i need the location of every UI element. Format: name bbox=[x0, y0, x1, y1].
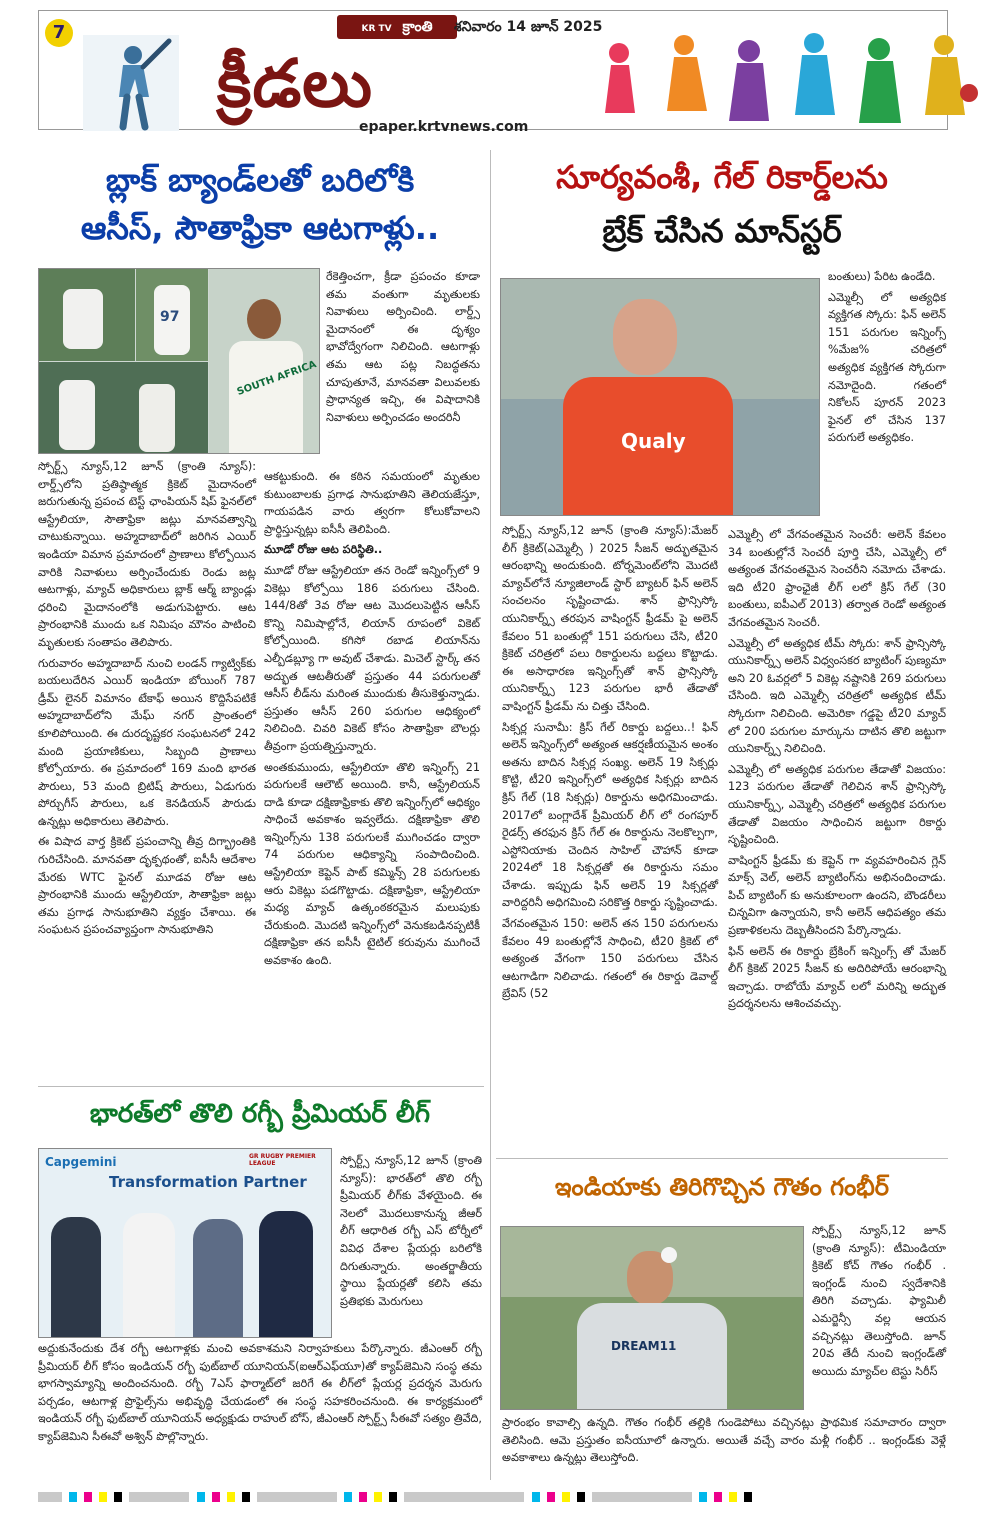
section-title: క్రీడలు bbox=[217, 45, 373, 122]
story1-subheading: మూడో రోజు ఆట పరిస్థితి.. bbox=[264, 543, 383, 557]
story2-headline-line1: సూర్యవంశీ, గేల్ రికార్డ్‌లను bbox=[556, 158, 888, 196]
story4-shirt-text: DREAM11 bbox=[611, 1339, 677, 1353]
story2-headline bbox=[496, 150, 948, 258]
story3-photo bbox=[38, 1148, 332, 1338]
story1-column-mid bbox=[264, 468, 480, 973]
story1-headline bbox=[40, 156, 480, 252]
story3-league-badge: GR RUGBY PREMIER LEAGUE bbox=[249, 1153, 316, 1167]
story3-banner-text: Transformation Partner bbox=[109, 1173, 307, 1191]
page-number-badge: 7 bbox=[45, 19, 73, 47]
story3-text-right: స్పోర్ట్స్ న్యూస్,12 జూన్ (క్రాంతి న్యూస్): భారత్‌లో తొలి రగ్బీ ప్రీమియర్ లీగ్‌కు వేళయైంది. ఈ నెలలో మొదలుకానున్న జీఆర్ లీగ్ ఆధారిత రగ్బీ ఎస్ టోర్నీలో వివిధ దేశాల ప్లేయర్లు బరిలోకి దిగుతున్నారు. అంతర్జాతీయ స్థాయి ప్లేయర్లతో కలిసి తమ ప్రతిభకు మెరుగులు bbox=[340, 1154, 482, 1308]
story4-text-right: స్పోర్ట్స్ న్యూస్,12 జూన్ (క్రాంతి న్యూస్): టీమిండియా క్రికెట్ కోచ్ గౌతం గంభీర్ . ఇంగ్లండ్ నుంచి స్వదేశానికి తిరిగి వచ్చాడు. ఫ్యామిలీ ఎమర్జెన్సీ వల్ల ఆయన వచ్చినట్లు తెలుస్తోంది. జూన్ 20వ తేదీ నుంచి ఇంగ్లండ్‌తో అయిదు మ్యాచ్‌ల టెస్టు సిరీస్ bbox=[812, 1224, 946, 1378]
story1-paragraph-6: అంతకుముందు, ఆస్ట్రేలియా తొలి ఇన్నింగ్స్ 21 పరుగులకే ఆలౌట్ అయింది. కానీ, ఆస్ట్రేలియన్ దాడి కూడా దక్షిణాఫ్రికాకు తొలి ఇన్నింగ్స్‌లో ఆధిక్యం సాధించే అవకాశం ఇవ్వలేదు. దక్షిణాఫ్రికా తొలి ఇన్నింగ్స్‌ను 138 పరుగులకే ముగించడం ద్వారా 74 పరుగుల ఆధిక్యాన్ని సంపాదించింది. ఆస్ట్రేలియా కెప్టెన్ పాట్ కమ్మిన్స్ 28 పరుగులకు ఆరు వికెట్లు పడగొట్టాడు. దక్షిణాఫ్రికా, ఆస్ట్రేలియా మధ్య మ్యాచ్ ఉత్కంఠకరమైన మలుపుకు చేరుకుంది. మొదటి ఇన్నింగ్స్‌లో వెనుకబడినప్పటికీ దక్షిణాఫ్రికా తన ఐసీసీ టైటిల్ కరువును ముగించే అవకాశం ఉంది. bbox=[264, 760, 480, 968]
story1-column-left bbox=[38, 458, 256, 942]
story2-paragraph-a: బంతులు) పేరిట ఉండేది. bbox=[828, 270, 936, 283]
story2-paragraph-6: ఎమ్మెల్సీ లో అత్యధిక పరుగుల తేడాతో విజయం: 123 పరుగుల తేడాతో గెలిచిన శాన్ ఫ్రాన్సిస్కో యునికార్న్స్, ఎమ్మెల్సీ చరిత్రలో అత్యధిక పరుగుల తేడాతో విజయం సాధించిన జట్టుగా రికార్డు సృష్టించింది. bbox=[728, 762, 946, 847]
story1-paragraph-4: ఆకట్టుకుంది. ఈ కఠిన సమయంలో మృతుల కుటుంబాలకు ప్రగాఢ సానుభూతిని తెలియజేస్తూ, గాయపడిన వారు త్వరగా కోలుకోవాలని ప్రార్థిస్తున్నట్లు ఐసీసీ తెలిపింది. bbox=[264, 470, 480, 536]
story1-photo-2 bbox=[136, 269, 208, 361]
story1-jersey-number: 97 bbox=[160, 309, 180, 325]
story2-headline-line2: బ్రేక్ చేసిన మాన్‌స్టర్ bbox=[602, 212, 842, 250]
story4-photo bbox=[500, 1226, 804, 1410]
story2-paragraph-8: ఫిన్ అలెన్ ఈ రికార్డు బ్రేకింగ్ ఇన్నింగ్స్ తో మేజర్ లీగ్ క్రికెట్ 2025 సీజన్ కు అదిరిపోయే ఆరంభాన్ని ఇచ్చాడు. రాబోయే మ్యాచ్ లలో మరిన్ని అద్భుత ప్రదర్శనలను ఆశించవచ్చు. bbox=[728, 944, 946, 1011]
story1-paragraph-3: ఈ విషాద వార్త క్రికెట్ ప్రపంచాన్ని తీవ్ర దిగ్భ్రాంతికి గురిచేసింది. మానవతా దృక్పథంతో, ఐసీసీ ఆదేశాల మేరకు WTC ఫైనల్ మూడవ రోజు ఆట ప్రారంభానికి ముందు ఆస్ట్రేలియా, సౌతాఫ్రికా జట్లు తమ ప్రగాఢ సానుభూతిని వ్యక్తం చేశాయి. ఈ సంఘటన ప్రపంచవ్యాప్తంగా సానుభూతిని bbox=[38, 835, 256, 937]
story1-paragraph-5: మూడో రోజు ఆస్ట్రేలియా తన రెండో ఇన్నింగ్స్‌లో 9 వికెట్లు కోల్పోయి 186 పరుగులు చేసింది. 144/8తో 3వ రోజు ఆట మొదలుపెట్టిన ఆసీస్ కొన్ని నిమిషాల్లోనే, లియాన్ రూపంలో వికెట్ కోల్పోయింది. కగిసో రబాడ లియాన్‌ను ఎల్బీడబ్ల్యూ గా అవుట్ చేశాడు. మిచెల్ స్టార్క్ తన అద్భుత ఆటతీరుతో ప్రస్తుతం 44 పరుగులతో ఆసీస్ లీడ్‌ను మరింత ముందుకు తీసుకెళ్తున్నాడు. ప్రస్తుతం ఆసీస్ 260 పరుగుల ఆధిక్యంలో నిలిచింది. చివరి వికెట్ కోసం సౌతాఫ్రికా బౌలర్లు తీవ్రంగా ప్రయత్నిస్తున్నారు. bbox=[264, 563, 480, 753]
story4-text-bottom: ప్రారంభం కావాల్సి ఉన్నది. గౌతం గంభీర్ తల్లికి గుండెపోటు వచ్చినట్లు ప్రాథమిక సమాచారం ద్వారా తెలిసింది. ఆమె ప్రస్తుతం ఐసీయూలో ఉన్నారు. అయితే వచ్చే వారం మళ్లీ గంభీర్ .. ఇంగ్లండ్‌కు వెళ్లే అవకాశాలు ఉన్నట్లు తెలుస్తోంది. bbox=[502, 1416, 946, 1465]
sports-silhouettes-icon bbox=[589, 23, 987, 133]
story3-text-bottom: అద్దుకునేందుకు దేశ రగ్బీ ఆటగాళ్లకు మంచి అవకాశమని నిర్వాహకులు పేర్కొన్నారు. జీఎంఆర్ రగ్బీ ప్రీమియర్ లీగ్ కోసం ఇండియన్ రగ్బీ ఫుట్‌బాల్ యూనియన్(ఐఆర్‌ఎఫ్‌యూ)తో క్యాప్‌జెమిని సంస్థ తమ భాగస్వామ్యాన్ని అందించనుంది. రగ్బీ 7ఎస్ ఫార్మాట్‌లో జరిగే ఈ లీగ్‌లో ప్లేయర్ల ప్రదర్శన మెరుగు పర్చడం, ఆటగాళ్ల ప్రొఫైల్స్‌ను అభివృద్ధి చేయడంలో ఈ సంస్థ సహకరించనుంది. ఈ కార్యక్రమంలో ఇండియన్ రగ్బీ ఫుట్‌బాల్ యూనియన్ అధ్యక్షుడు రాహుల్ బోస్, జీఎంఆర్ స్పోర్ట్స్ సీఈవో సత్యం త్రివేది, క్యాప్‌జెమిని సీఈవో అశ్విన్ పొల్లొన్నారు. bbox=[38, 1342, 482, 1443]
story2-paragraph-7: వాషింగ్టన్ ఫ్రీడమ్ కు కెప్టెన్ గా వ్యవహరించిన గ్లెన్ మాక్స్ వెల్, అలెన్ బ్యాటింగ్‌ను అభినందించాడు. పిచ్ బ్యాటింగ్ కు అనుకూలంగా ఉందని, బౌండరీలు చిన్నవిగా ఉన్నాయని, కానీ అలెన్ ఆధిపత్యం తమ ప్రణాళికలను దెబ్బతీసిందని పేర్కొన్నాడు. bbox=[728, 853, 946, 938]
story2-column-mid bbox=[502, 522, 718, 1006]
brand-logo-sub: KR TV bbox=[361, 24, 392, 34]
story3-headline: భారత్‌లో తొలి రగ్బీ ప్రీమియర్ లీగ్ bbox=[89, 1099, 431, 1129]
story1-photo-collage bbox=[38, 268, 320, 454]
story2-paragraph-4: ఎమ్మెల్సీ లో వేగవంతమైన సెంచరీ: అలెన్ కేవలం 34 బంతుల్లోనే సెంచరీ పూర్తి చేసి, ఎమ్మెల్సీ లో అత్యంత వేగవంతమైన సెంచరీని నమోదు చేశాడు. ఇది టీ20 ఫ్రాంఛైజీ లీగ్ లలో క్రిస్ గేల్ (30 బంతులు, ఐపీఎల్ 2013) తర్వాత రెండో అత్యంత వేగవంతమైన సెంచరీ. bbox=[728, 528, 946, 629]
story1-text-right-top: రేకెత్తించగా, క్రీడా ప్రపంచం కూడా తమ వంతుగా మృతులకు నివాళులు అర్పించింది. లార్డ్స్ మైదానంలో ఈ దృశ్యం భావోద్వేగంగా నిలిచింది. ఆటగాళ్లు తమ ఆట పట్ల నిబద్ధతను చూపుతూనే, మానవతా విలువలకు ప్రాధాన్యత ఇచ్చి, ఈ విషాదానికి నివాళులు అర్పించడం అందరినీ bbox=[326, 270, 480, 424]
story4-divider bbox=[496, 1158, 948, 1159]
print-color-bar bbox=[38, 1487, 948, 1499]
story2-paragraph-5: ఎమ్మెల్సీ లో అత్యధిక టీమ్ స్కోరు: శాన్ ఫ్రాన్సిస్కో యునికార్న్స్ అలెన్ విధ్వంసకర బ్యాటింగ్ పుణ్యమా అని 20 ఓవర్లలో 5 వికెట్ల నష్టానికి 269 పరుగులు చేసింది. ఇది ఎమ్మెల్సీ చరిత్రలో అత్యధిక టీమ్ స్కోరుగా నిలిచింది. అమెరికా గడ్డపై టీ20 మ్యాచ్ లో 200 పరుగుల మార్కును దాటిన తొలి జట్టుగా యునికార్న్స్ నిలిచింది. bbox=[728, 636, 946, 756]
masthead bbox=[38, 10, 948, 135]
story4-headline: ఇండియాకు తిరిగొచ్చిన గౌతం గంభీర్ bbox=[555, 1173, 889, 1201]
cricketer-illustration-icon bbox=[83, 35, 179, 131]
story2-paragraph-1: స్పోర్ట్స్ న్యూస్,12 జూన్ (క్రాంతి న్యూస్):మేజర్ లీగ్ క్రికెట్(ఎమ్మెల్సీ ) 2025 సీజన్ అద్భుతమైన ఆరంభాన్ని అందుకుంది. టోర్నమెంట్‌లోని మొదటి మ్యాచ్‌లోనే న్యూజిలాండ్ స్టార్ బ్యాటర్ ఫిన్ అలెన్ సంచలనం సృష్టించాడు. శాన్ ఫ్రాన్సిస్కో యునికార్న్స్ తరపున వాషింగ్టన్ ఫ్రీడమ్ పై అలెన్ కేవలం 51 బంతుల్లో 151 పరుగులు చేసి, టీ20 క్రికెట్ చరిత్రలో పలు రికార్డులను బద్దలు కొట్టాడు. ఈ అసాధారణ ఇన్నింగ్స్‌తో శాన్ ఫ్రాన్సిస్కో యునికార్న్స్ 123 పరుగుల భారీ తేడాతో వాషింగ్టన్ ఫ్రీడమ్ ను చిత్తు చేసింది. bbox=[502, 524, 718, 713]
story2-photo-brand: Qualy bbox=[621, 429, 686, 453]
story3-divider bbox=[38, 1086, 484, 1087]
issue-date: శనివారం 14 జూన్ 2025 bbox=[454, 19, 603, 35]
story2-photo bbox=[500, 278, 820, 516]
story2-column-right bbox=[728, 526, 946, 1016]
story1-paragraph-1: స్పోర్ట్స్ న్యూస్,12 జూన్ (క్రాంతి న్యూస్): లార్డ్స్‌లోని ప్రతిష్ఠాత్మక క్రికెట్ మైదానంలో జరుగుతున్న ప్రపంచ టెస్ట్ ఛాంపియన్ షిప్ ఫైనల్‌లో ఆస్ట్రేలియా, సౌతాఫ్రికా జట్లు మానవత్వాన్ని చాటుకున్నాయి. అహ్మదాబాద్‌లో జరిగిన ఎయిర్ ఇండియా విమాన ప్రమాదంలో ప్రాణాలు కోల్పోయిన వారికి నివాళులు అర్పించేందుకు రెండు జట్ల ఆటగాళ్లు, మ్యాచ్ అధికారులు బ్లాక్ ఆర్మ్ బ్యాండ్లు ధరించి మైదానంలోకి అడుగుపెట్టారు. ఆట ప్రారంభానికి ముందు ఒక నిమిషం మౌనం పాటించి మృతులకు సంతాపం తెలిపారు. bbox=[38, 460, 256, 649]
brand-logo-text: క్రాంతి bbox=[402, 19, 433, 35]
column-divider bbox=[490, 150, 491, 1480]
story2-column-right-top bbox=[828, 268, 946, 450]
story2-paragraph-b: ఎమ్మెల్సీ లో అత్యధిక వ్యక్తిగత స్కోరు: ఫిన్ అలెన్ 151 పరుగుల ఇన్నింగ్స్ %మేజ% చరిత్రలో అత్యధిక వ్యక్తిగత స్కోరుగా నమోదైంది. గతంలో నికోలస్ పూరన్ 2023 ఫైనల్ లో చేసిన 137 పరుగులే అత్యధికం. bbox=[828, 290, 946, 445]
story2-paragraph-2: సిక్సర్ల సునామీ: క్రిస్ గేల్ రికార్డు బద్దలు..! ఫిన్ అలెన్ ఇన్నింగ్స్‌లో అత్యంత ఆకర్షణీయమైన అంశం అతను బాదిన సిక్సర్ల సంఖ్య. అలెన్ 19 సిక్సర్లు కొట్టి, టీ20 ఇన్నింగ్స్‌లో అత్యధిక సిక్సర్లు బాదిన క్రిస్ గేల్ (18 సిక్సర్లు) రికార్డును అధిగమించాడు. 2017లో బంగ్లాదేశ్ ప్రీమియర్ లీగ్ లో రంగపూర్ రైడర్స్ తరఫున క్రిస్ గేల్ ఈ రికార్డును నెలకొల్పగా, ఎస్టోనియాకు చెందిన సాహిల్ చౌహాన్ కూడా 2024లో 18 సిక్సర్లతో ఈ రికార్డును సమం చేశాడు. ఇప్పుడు ఫిన్ అలెన్ 19 సిక్సర్లతో వారిద్దరినీ అధిగమించి సరికొత్త రికార్డు సృష్టించాడు. bbox=[502, 720, 718, 910]
website-url[interactable]: epaper.krtvnews.com bbox=[359, 119, 529, 135]
story1-jersey-text: SOUTH AFRICA bbox=[235, 359, 318, 398]
story2-paragraph-3: వేగవంతమైన 150: అలెన్ తన 150 పరుగులను కేవలం 49 బంతుల్లోనే సాధించి, టీ20 క్రికెట్ లో అత్యంత వేగంగా 150 పరుగులు చేసిన ఆటగాడిగా నిలిచాడు. గతంలో ఈ రికార్డు డెవాల్డ్ బ్రేవిస్ (52 bbox=[502, 917, 718, 1001]
story1-photo-main bbox=[209, 269, 320, 454]
story1-photo-3 bbox=[39, 362, 208, 454]
story1-photo-1 bbox=[39, 269, 135, 361]
story1-paragraph-2: గురువారం అహ్మదాబాద్ నుంచి లండన్ గ్యాట్విక్‌కు బయలుదేరిన ఎయిర్ ఇండియా బోయింగ్ 787 డ్రీమ్ లైనర్ విమానం టేకాఫ్ అయిన కొద్దిసేపటికే అహ్మదాబాద్‌లోని మేఘ్ నగర్ ప్రాంతంలో కూలిపోయింది. ఈ దురదృష్టకర సంఘటనలో 242 మంది ప్రయాణికులు, సిబ్బంది ప్రాణాలు కోల్పోయారు. ఈ ప్రమాదంలో 169 మంది భారత పౌరులు, 53 మంది బ్రిటిష్ పౌరులు, ఏడుగురు పోర్చుగీస్ పౌరులు, ఒక కెనడియన్ పౌరుడు ఉన్నట్లు అధికారులు తెలిపారు. bbox=[38, 656, 256, 828]
story1-headline-line1: బ్లాక్ బ్యాండ్‌లతో బరిలోకి bbox=[105, 161, 415, 199]
story1-headline-line2: ఆసీస్, సౌతాఫ్రికా ఆటగాళ్లు.. bbox=[80, 209, 440, 247]
story3-banner-brand: Capgemini bbox=[45, 1155, 117, 1169]
brand-logo bbox=[337, 15, 457, 39]
cricket-ball-icon bbox=[661, 1247, 677, 1263]
